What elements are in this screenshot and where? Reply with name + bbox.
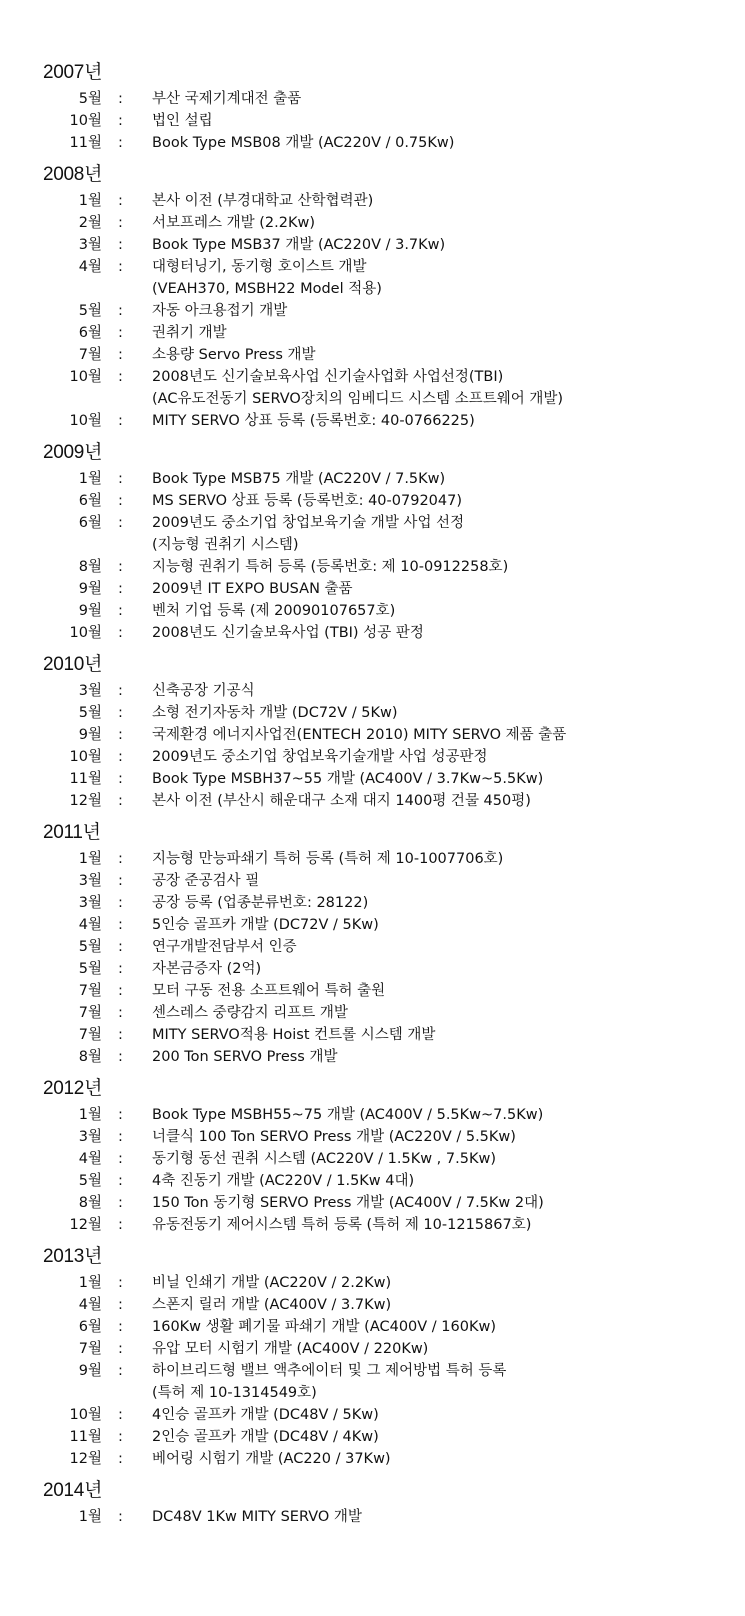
entry-separator: :: [118, 727, 123, 743]
entry-separator: :: [118, 1217, 123, 1233]
history-entry: [0, 1272, 745, 1294]
entry-separator: :: [118, 1363, 123, 1379]
history-entry: [0, 958, 745, 980]
history-entry: [0, 1506, 745, 1528]
entry-line: 소형 전기자동차 개발 (DC72V / 5Kw): [152, 705, 398, 721]
entry-separator: :: [118, 873, 123, 889]
entry-separator: :: [118, 917, 123, 933]
entry-separator: :: [118, 471, 123, 487]
entry-line: 2008년도 신기술보육사업 신기술사업화 사업선정(TBI): [152, 369, 504, 385]
entry-separator: :: [118, 1151, 123, 1167]
entry-separator: :: [118, 303, 123, 319]
entry-description: [152, 256, 737, 300]
year-section: [0, 160, 745, 432]
year-heading: 2009년: [43, 442, 103, 463]
history-entry: [0, 768, 745, 790]
entry-line: 베어링 시험기 개발 (AC220 / 37Kw): [152, 1451, 391, 1467]
history-entry: [0, 1360, 745, 1404]
entry-separator: :: [118, 1509, 123, 1525]
entry-description: [152, 600, 737, 622]
entry-line: 동기형 동선 권취 시스템 (AC220V / 1.5Kw , 7.5Kw): [152, 1151, 496, 1167]
entry-month: 1월: [78, 1275, 102, 1291]
history-entry: [0, 190, 745, 212]
entry-separator: :: [118, 1049, 123, 1065]
entry-description: [152, 702, 737, 724]
entry-month: 3월: [78, 873, 102, 889]
entry-description: [152, 410, 737, 432]
entry-line: 스폰지 릴러 개발 (AC400V / 3.7Kw): [152, 1297, 392, 1313]
entry-description: [152, 1316, 737, 1338]
history-entry: [0, 936, 745, 958]
company-history: [0, 58, 745, 1534]
history-entry: [0, 132, 745, 154]
entry-line: 모터 구동 전용 소프트웨어 특허 출원: [152, 983, 386, 999]
entry-line: 4축 진동기 개발 (AC220V / 1.5Kw 4대): [152, 1173, 415, 1189]
entry-description: [152, 578, 737, 600]
entry-line: 5인승 골프카 개발 (DC72V / 5Kw): [152, 917, 379, 933]
entry-separator: :: [118, 1319, 123, 1335]
entry-line: 센스레스 중량감지 리프트 개발: [152, 1005, 348, 1021]
entry-line: 서보프레스 개발 (2.2Kw): [152, 215, 316, 231]
entry-separator: :: [118, 215, 123, 231]
entry-line: 4인승 골프카 개발 (DC48V / 5Kw): [152, 1407, 379, 1423]
entry-line: (특허 제 10-1314549호): [152, 1385, 317, 1401]
entry-month: 1월: [78, 1107, 102, 1123]
entry-line: 공장 준공검사 필: [152, 873, 260, 889]
history-entry: [0, 1404, 745, 1426]
entry-month: 10월: [69, 113, 102, 129]
entry-month: 4월: [78, 917, 102, 933]
entry-month: 8월: [78, 559, 102, 575]
entry-line: 150 Ton 동기형 SERVO Press 개발 (AC400V / 7.5Kw 2대): [152, 1195, 544, 1211]
history-entry: [0, 1148, 745, 1170]
year-section: [0, 1476, 745, 1528]
entry-line: 법인 설립: [152, 113, 213, 129]
history-entry: [0, 848, 745, 870]
history-entry: [0, 110, 745, 132]
entry-separator: :: [118, 1173, 123, 1189]
entry-line: Book Type MSBH55~75 개발 (AC400V / 5.5Kw~7.5Kw): [152, 1107, 544, 1123]
entry-description: [152, 958, 737, 980]
entry-month: 10월: [69, 625, 102, 641]
entry-description: [152, 212, 737, 234]
history-entry: [0, 622, 745, 644]
entry-month: 11월: [69, 1429, 102, 1445]
entry-description: [152, 790, 737, 812]
entry-line: 2009년도 중소기업 창업보육기술 개발 사업 선정: [152, 515, 465, 531]
entry-description: [152, 746, 737, 768]
history-entry: [0, 490, 745, 512]
entry-separator: :: [118, 413, 123, 429]
entry-separator: :: [118, 1195, 123, 1211]
history-entry: [0, 680, 745, 702]
entry-line: 200 Ton SERVO Press 개발: [152, 1049, 338, 1065]
entry-separator: :: [118, 851, 123, 867]
entry-description: [152, 234, 737, 256]
entry-month: 6월: [78, 493, 102, 509]
entry-separator: :: [118, 1341, 123, 1357]
entry-line: Book Type MSBH37~55 개발 (AC400V / 3.7Kw~5.5Kw): [152, 771, 544, 787]
history-entry: [0, 300, 745, 322]
entry-separator: :: [118, 1107, 123, 1123]
entry-line: 하이브리드형 밸브 액추에이터 및 그 제어방법 특허 등록: [152, 1363, 507, 1379]
entry-month: 3월: [78, 1129, 102, 1145]
entry-line: 대형터닝기, 동기형 호이스트 개발: [152, 259, 367, 275]
entry-description: [152, 1360, 737, 1404]
entry-separator: :: [118, 683, 123, 699]
entry-month: 7월: [78, 347, 102, 363]
entry-month: 7월: [78, 1005, 102, 1021]
entry-separator: :: [118, 1429, 123, 1445]
history-entry: [0, 1448, 745, 1470]
entry-month: 10월: [69, 413, 102, 429]
entry-month: 9월: [78, 1363, 102, 1379]
entry-description: [152, 190, 737, 212]
entry-line: 벤처 기업 등록 (제 20090107657호): [152, 603, 396, 619]
history-entry: [0, 256, 745, 300]
entry-description: [152, 622, 737, 644]
entry-separator: :: [118, 347, 123, 363]
entry-line: MS SERVO 상표 등록 (등록번호: 40-0792047): [152, 493, 463, 509]
entry-month: 11월: [69, 771, 102, 787]
entry-line: 부산 국제기계대전 출품: [152, 91, 302, 107]
entry-description: [152, 1426, 737, 1448]
entry-month: 5월: [78, 961, 102, 977]
entry-separator: :: [118, 1407, 123, 1423]
history-entry: [0, 702, 745, 724]
entry-separator: :: [118, 325, 123, 341]
history-entry: [0, 1170, 745, 1192]
entry-line: 본사 이전 (부경대학교 산학협력관): [152, 193, 374, 209]
entry-line: 본사 이전 (부산시 해운대구 소재 대지 1400평 건물 450평): [152, 793, 531, 809]
entry-separator: :: [118, 193, 123, 209]
entry-line: Book Type MSB75 개발 (AC220V / 7.5Kw): [152, 471, 446, 487]
history-entry: [0, 556, 745, 578]
entry-description: [152, 1148, 737, 1170]
entry-month: 1월: [78, 471, 102, 487]
entry-month: 8월: [78, 1049, 102, 1065]
entry-month: 7월: [78, 1027, 102, 1043]
entry-description: [152, 1002, 737, 1024]
entry-separator: :: [118, 113, 123, 129]
entry-description: [152, 680, 737, 702]
history-entry: [0, 892, 745, 914]
entry-description: [152, 1214, 737, 1236]
year-section: [0, 1074, 745, 1236]
entry-description: [152, 110, 737, 132]
entry-separator: :: [118, 237, 123, 253]
history-entry: [0, 1338, 745, 1360]
entry-month: 11월: [69, 135, 102, 151]
year-section: [0, 818, 745, 1068]
entry-line: 2인승 골프카 개발 (DC48V / 4Kw): [152, 1429, 379, 1445]
entry-separator: :: [118, 559, 123, 575]
entry-separator: :: [118, 939, 123, 955]
entry-month: 9월: [78, 603, 102, 619]
entry-month: 4월: [78, 1151, 102, 1167]
entry-description: [152, 1506, 737, 1528]
entry-separator: :: [118, 749, 123, 765]
entry-description: [152, 870, 737, 892]
entry-line: 160Kw 생활 폐기물 파쇄기 개발 (AC400V / 160Kw): [152, 1319, 497, 1335]
entry-description: [152, 344, 737, 366]
history-entry: [0, 914, 745, 936]
year-section: [0, 650, 745, 812]
entry-separator: :: [118, 259, 123, 275]
entry-month: 4월: [78, 1297, 102, 1313]
entry-month: 3월: [78, 895, 102, 911]
entry-separator: :: [118, 983, 123, 999]
entry-separator: :: [118, 1027, 123, 1043]
year-heading: 2012년: [43, 1078, 103, 1099]
entry-separator: :: [118, 771, 123, 787]
entry-line: 소용량 Servo Press 개발: [152, 347, 316, 363]
year-heading: 2010년: [43, 654, 103, 675]
entry-separator: :: [118, 1275, 123, 1291]
entry-description: [152, 132, 737, 154]
entry-description: [152, 936, 737, 958]
entry-month: 6월: [78, 325, 102, 341]
history-entry: [0, 366, 745, 410]
entry-separator: :: [118, 1129, 123, 1145]
entry-separator: :: [118, 1005, 123, 1021]
entry-description: [152, 1272, 737, 1294]
entry-separator: :: [118, 515, 123, 531]
year-section: [0, 1242, 745, 1470]
history-entry: [0, 746, 745, 768]
entry-line: 공장 등록 (업종분류번호: 28122): [152, 895, 369, 911]
year-heading: 2011년: [43, 822, 101, 843]
entry-month: 5월: [78, 1173, 102, 1189]
entry-line: 신축공장 기공식: [152, 683, 255, 699]
entry-month: 5월: [78, 705, 102, 721]
entry-line: 2008년도 신기술보육사업 (TBI) 성공 판정: [152, 625, 424, 641]
entry-description: [152, 724, 737, 746]
entry-description: [152, 512, 737, 556]
entry-line: Book Type MSB37 개발 (AC220V / 3.7Kw): [152, 237, 446, 253]
history-entry: [0, 1294, 745, 1316]
year-heading: 2007년: [43, 62, 103, 83]
entry-month: 1월: [78, 193, 102, 209]
entry-month: 8월: [78, 1195, 102, 1211]
entry-description: [152, 1448, 737, 1470]
history-entry: [0, 790, 745, 812]
history-entry: [0, 1024, 745, 1046]
entry-month: 10월: [69, 369, 102, 385]
entry-separator: :: [118, 581, 123, 597]
entry-line: 2009년 IT EXPO BUSAN 출품: [152, 581, 353, 597]
entry-month: 7월: [78, 1341, 102, 1357]
entry-description: [152, 980, 737, 1002]
entry-line: (지능형 권취기 시스템): [152, 537, 299, 553]
entry-month: 4월: [78, 259, 102, 275]
year-heading: 2008년: [43, 164, 103, 185]
entry-separator: :: [118, 895, 123, 911]
entry-line: (AC유도전동기 SERVO장치의 임베디드 시스템 소프트웨어 개발): [152, 391, 564, 407]
entry-description: [152, 1170, 737, 1192]
entry-description: [152, 1294, 737, 1316]
entry-line: MITY SERVO 상표 등록 (등록번호: 40-0766225): [152, 413, 475, 429]
entry-line: 2009년도 중소기업 창업보육기술개발 사업 성공판정: [152, 749, 488, 765]
entry-month: 5월: [78, 303, 102, 319]
entry-description: [152, 768, 737, 790]
history-entry: [0, 344, 745, 366]
entry-line: 자본금증자 (2억): [152, 961, 262, 977]
entry-separator: :: [118, 369, 123, 385]
entry-month: 1월: [78, 851, 102, 867]
entry-separator: :: [118, 705, 123, 721]
entry-separator: :: [118, 625, 123, 641]
entry-description: [152, 366, 737, 410]
entry-line: 유압 모터 시험기 개발 (AC400V / 220Kw): [152, 1341, 429, 1357]
history-entry: [0, 600, 745, 622]
entry-month: 12월: [69, 1451, 102, 1467]
year-heading: 2014년: [43, 1480, 103, 1501]
entry-line: Book Type MSB08 개발 (AC220V / 0.75Kw): [152, 135, 455, 151]
entry-month: 6월: [78, 515, 102, 531]
entry-description: [152, 1126, 737, 1148]
entry-description: [152, 300, 737, 322]
history-entry: [0, 980, 745, 1002]
entry-month: 10월: [69, 1407, 102, 1423]
history-entry: [0, 322, 745, 344]
entry-description: [152, 1046, 737, 1068]
entry-separator: :: [118, 603, 123, 619]
entry-separator: :: [118, 493, 123, 509]
entry-description: [152, 88, 737, 110]
entry-month: 12월: [69, 793, 102, 809]
history-entry: [0, 468, 745, 490]
entry-line: MITY SERVO적용 Hoist 컨트롤 시스템 개발: [152, 1027, 436, 1043]
history-entry: [0, 1046, 745, 1068]
history-entry: [0, 234, 745, 256]
entry-description: [152, 468, 737, 490]
history-entry: [0, 1214, 745, 1236]
entry-description: [152, 892, 737, 914]
history-entry: [0, 724, 745, 746]
entry-separator: :: [118, 793, 123, 809]
entry-description: [152, 1404, 737, 1426]
entry-description: [152, 914, 737, 936]
entry-line: 자동 아크용접기 개발: [152, 303, 288, 319]
entry-month: 6월: [78, 1319, 102, 1335]
entry-description: [152, 1192, 737, 1214]
history-entry: [0, 1126, 745, 1148]
entry-month: 9월: [78, 727, 102, 743]
history-entry: [0, 870, 745, 892]
entry-separator: :: [118, 1297, 123, 1313]
entry-description: [152, 1024, 737, 1046]
entry-separator: :: [118, 135, 123, 151]
entry-line: 지능형 만능파쇄기 특허 등록 (특허 제 10-1007706호): [152, 851, 504, 867]
entry-line: 권취기 개발: [152, 325, 227, 341]
history-entry: [0, 410, 745, 432]
history-entry: [0, 1104, 745, 1126]
entry-line: 유동전동기 제어시스템 특허 등록 (특허 제 10-1215867호): [152, 1217, 532, 1233]
entry-separator: :: [118, 91, 123, 107]
history-entry: [0, 212, 745, 234]
history-entry: [0, 1002, 745, 1024]
year-section: [0, 438, 745, 644]
history-entry: [0, 1192, 745, 1214]
entry-line: 비닐 인쇄기 개발 (AC220V / 2.2Kw): [152, 1275, 392, 1291]
entry-line: 너클식 100 Ton SERVO Press 개발 (AC220V / 5.5Kw): [152, 1129, 516, 1145]
entry-month: 5월: [78, 91, 102, 107]
entry-description: [152, 490, 737, 512]
entry-line: 연구개발전담부서 인증: [152, 939, 297, 955]
entry-line: 국제환경 에너지사업전(ENTECH 2010) MITY SERVO 제품 출품: [152, 727, 567, 743]
entry-separator: :: [118, 1451, 123, 1467]
history-entry: [0, 1426, 745, 1448]
entry-description: [152, 556, 737, 578]
history-entry: [0, 512, 745, 556]
entry-description: [152, 848, 737, 870]
entry-month: 5월: [78, 939, 102, 955]
entry-month: 7월: [78, 983, 102, 999]
entry-month: 12월: [69, 1217, 102, 1233]
entry-description: [152, 1104, 737, 1126]
year-heading: 2013년: [43, 1246, 103, 1267]
entry-month: 9월: [78, 581, 102, 597]
entry-description: [152, 1338, 737, 1360]
history-entry: [0, 88, 745, 110]
entry-line: DC48V 1Kw MITY SERVO 개발: [152, 1509, 362, 1525]
entry-month: 3월: [78, 683, 102, 699]
entry-month: 10월: [69, 749, 102, 765]
entry-month: 2월: [78, 215, 102, 231]
entry-month: 1월: [78, 1509, 102, 1525]
history-entry: [0, 1316, 745, 1338]
year-section: [0, 58, 745, 154]
entry-description: [152, 322, 737, 344]
entry-month: 3월: [78, 237, 102, 253]
entry-separator: :: [118, 961, 123, 977]
entry-line: (VEAH370, MSBH22 Model 적용): [152, 281, 382, 297]
entry-line: 지능형 권취기 특허 등록 (등록번호: 제 10-0912258호): [152, 559, 509, 575]
history-entry: [0, 578, 745, 600]
